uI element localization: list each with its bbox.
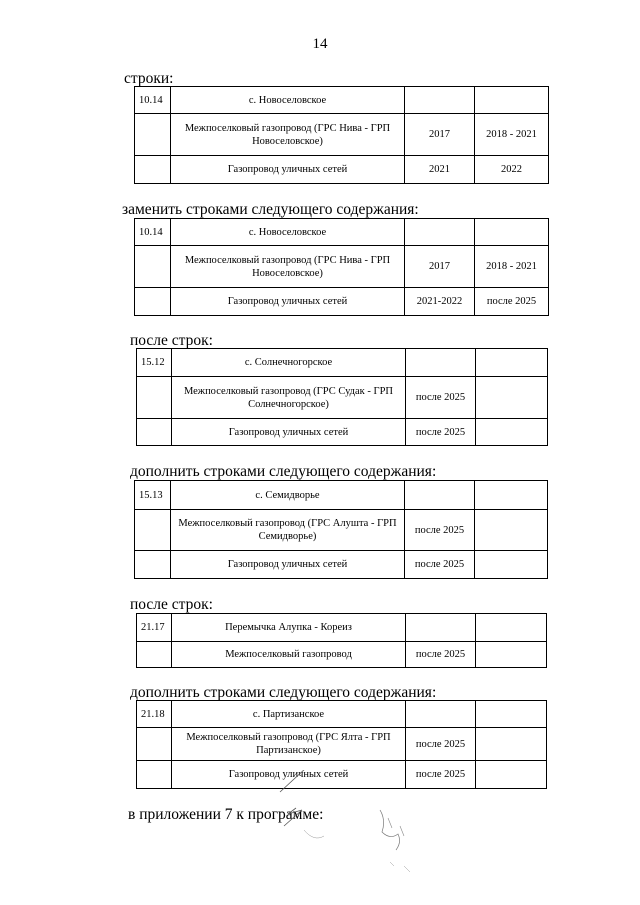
section-heading: дополнить строками следующего содержания: <box>130 463 437 480</box>
row-year-end <box>476 642 547 668</box>
data-table <box>136 613 547 668</box>
row-name: Газопровод уличных сетей <box>172 761 406 789</box>
row-number <box>135 551 171 579</box>
row-year-end <box>475 551 548 579</box>
table-row <box>135 288 549 316</box>
row-name: Межпоселковый газопровод (ГРС Судак - ГРП Солнечногорское) <box>172 377 406 419</box>
row-year-start: после 2025 <box>406 642 476 668</box>
row-year-start: после 2025 <box>406 419 476 446</box>
row-name: с. Новоселовское <box>171 87 405 114</box>
section-heading: заменить строками следующего содержания: <box>122 201 419 218</box>
row-year-start: после 2025 <box>405 510 475 551</box>
row-year-end <box>476 761 547 789</box>
row-name: Перемычка Алупка - Кореиз <box>172 614 406 642</box>
data-table <box>136 348 548 446</box>
row-name: Межпоселковый газопровод (ГРС Нива - ГРП Новоселовское) <box>171 246 405 288</box>
row-year-start <box>405 481 475 510</box>
row-number <box>135 246 171 288</box>
row-year-start: 2017 <box>405 114 475 156</box>
row-number <box>135 510 171 551</box>
table-row <box>137 728 547 761</box>
signature-marks <box>240 770 440 890</box>
row-name: с. Семидворье <box>171 481 405 510</box>
table-row <box>135 114 549 156</box>
row-number: 10.14 <box>135 87 171 114</box>
row-year-start <box>406 614 476 642</box>
row-year-start: 2021 <box>405 156 475 184</box>
section-heading: после строк: <box>130 332 213 349</box>
section-heading: после строк: <box>130 596 213 613</box>
row-name: Межпоселковый газопровод (ГРС Нива - ГРП Новоселовское) <box>171 114 405 156</box>
table-row <box>135 246 549 288</box>
data-table <box>134 480 548 579</box>
row-name: с. Новоселовское <box>171 219 405 246</box>
row-name: Межпоселковый газопровод (ГРС Алушта - ГРП Семидворье) <box>171 510 405 551</box>
row-year-end <box>476 701 547 728</box>
row-name: Газопровод уличных сетей <box>172 419 406 446</box>
row-year-end <box>475 510 548 551</box>
row-year-start: после 2025 <box>406 377 476 419</box>
table-row <box>135 219 549 246</box>
row-year-start <box>406 349 476 377</box>
row-year-start <box>405 219 475 246</box>
table-row <box>135 510 548 551</box>
row-year-end: 2018 - 2021 <box>475 114 549 156</box>
row-number: 10.14 <box>135 219 171 246</box>
row-name: Газопровод уличных сетей <box>171 156 405 184</box>
row-number: 21.17 <box>137 614 172 642</box>
data-table <box>134 218 549 316</box>
table-row <box>137 614 547 642</box>
row-year-start: 2021-2022 <box>405 288 475 316</box>
row-year-end <box>475 481 548 510</box>
row-year-end <box>476 349 548 377</box>
footer-text: в приложении 7 к программе: <box>128 806 324 823</box>
table-row <box>135 551 548 579</box>
row-number <box>135 288 171 316</box>
table-row <box>137 419 548 446</box>
row-name: Газопровод уличных сетей <box>171 288 405 316</box>
row-year-start <box>406 701 476 728</box>
row-name: с. Партизанское <box>172 701 406 728</box>
row-year-end <box>475 219 549 246</box>
table-row <box>135 87 549 114</box>
row-number: 15.12 <box>137 349 172 377</box>
row-year-end <box>476 728 547 761</box>
table-row <box>135 156 549 184</box>
row-year-end: после 2025 <box>475 288 549 316</box>
row-number <box>135 156 171 184</box>
section-heading: дополнить строками следующего содержания: <box>130 684 437 701</box>
table-row <box>137 377 548 419</box>
row-year-start: после 2025 <box>406 728 476 761</box>
row-number: 21.18 <box>137 701 172 728</box>
row-name: Газопровод уличных сетей <box>171 551 405 579</box>
row-year-end <box>476 614 547 642</box>
row-year-end: 2022 <box>475 156 549 184</box>
row-number <box>137 419 172 446</box>
table-row <box>137 642 547 668</box>
row-year-start: после 2025 <box>405 551 475 579</box>
row-year-end <box>475 87 549 114</box>
row-number <box>137 761 172 789</box>
row-number <box>137 377 172 419</box>
row-year-start <box>405 87 475 114</box>
table-row <box>137 701 547 728</box>
page-number: 14 <box>312 36 328 52</box>
table-row <box>137 349 548 377</box>
row-year-end: 2018 - 2021 <box>475 246 549 288</box>
row-number <box>137 642 172 668</box>
row-name: с. Солнечногорское <box>172 349 406 377</box>
row-number <box>135 114 171 156</box>
table-row <box>135 481 548 510</box>
row-name: Межпоселковый газопровод (ГРС Ялта - ГРП Партизанское) <box>172 728 406 761</box>
row-number: 15.13 <box>135 481 171 510</box>
row-name: Межпоселковый газопровод <box>172 642 406 668</box>
data-table <box>134 86 549 184</box>
row-year-end <box>476 419 548 446</box>
row-year-start: 2017 <box>405 246 475 288</box>
row-number <box>137 728 172 761</box>
row-year-start: после 2025 <box>406 761 476 789</box>
row-year-end <box>476 377 548 419</box>
section-heading: строки: <box>124 70 174 87</box>
